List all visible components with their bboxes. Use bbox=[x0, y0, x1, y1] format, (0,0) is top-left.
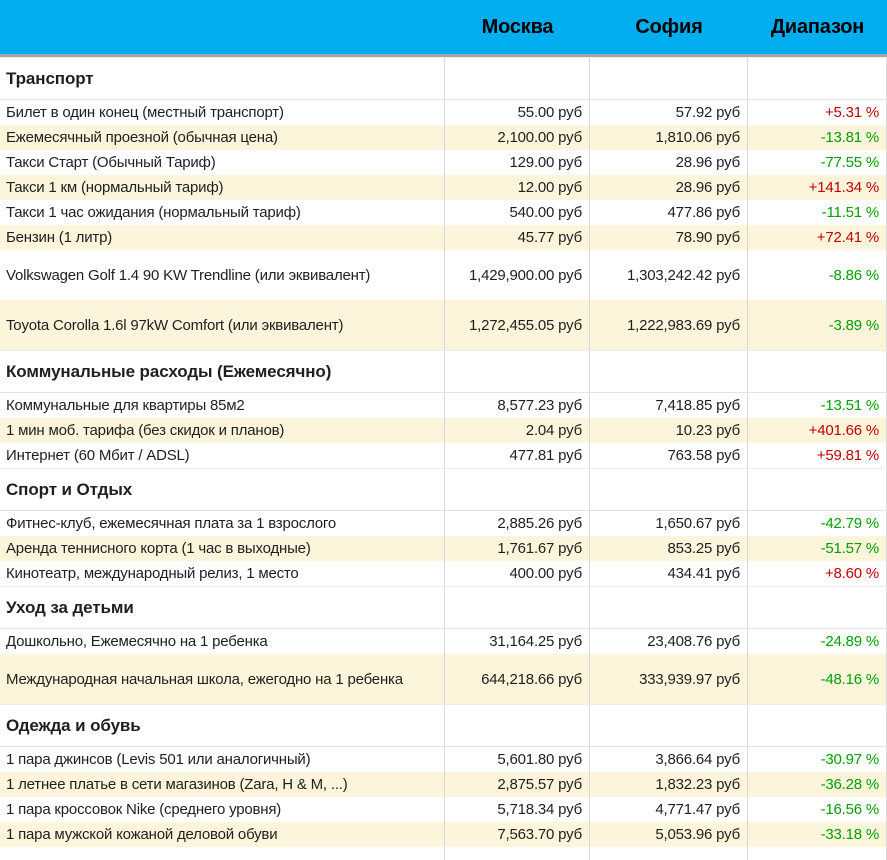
section-header-row bbox=[0, 468, 887, 511]
range-percent: -3.89 % bbox=[748, 300, 887, 350]
sofia-value: 1,222,983.69 руб bbox=[590, 300, 748, 350]
section-header-row bbox=[0, 350, 887, 393]
empty-moscow-cell bbox=[445, 469, 590, 510]
moscow-value: 31,164.25 руб bbox=[445, 629, 590, 654]
header-moscow: Москва bbox=[481, 15, 554, 38]
item-label: Дошкольно, Ежемесячно на 1 ребенка bbox=[0, 629, 445, 654]
sofia-value: 10.23 руб bbox=[590, 418, 748, 443]
sofia-value: 434.41 руб bbox=[590, 561, 748, 586]
moscow-value: 12.00 руб bbox=[445, 175, 590, 200]
item-label: Toyota Corolla 1.6l 97kW Comfort (или эквивалент) bbox=[0, 300, 445, 350]
sofia-value: 477.86 руб bbox=[590, 200, 748, 225]
table-header bbox=[0, 0, 887, 57]
empty-range-cell bbox=[748, 351, 887, 392]
empty-sofia-cell bbox=[590, 351, 748, 392]
table-row bbox=[0, 536, 887, 561]
range-percent: -36.28 % bbox=[748, 772, 887, 797]
moscow-value: 2.04 руб bbox=[445, 418, 590, 443]
moscow-value: 2,885.26 руб bbox=[445, 511, 590, 536]
range-percent: -51.57 % bbox=[748, 536, 887, 561]
moscow-value: 400.00 руб bbox=[445, 561, 590, 586]
sofia-value: 78.90 руб bbox=[590, 225, 748, 250]
range-percent: +401.66 % bbox=[748, 418, 887, 443]
item-label bbox=[0, 847, 445, 860]
empty-range-cell bbox=[748, 469, 887, 510]
sofia-value: 7,418.85 руб bbox=[590, 393, 748, 418]
empty-sofia-cell bbox=[590, 469, 748, 510]
table-row bbox=[0, 772, 887, 797]
item-label: 1 пара джинсов (Levis 501 или аналогичный) bbox=[0, 747, 445, 772]
section-title: Уход за детьми bbox=[0, 587, 445, 628]
table-row bbox=[0, 747, 887, 772]
sofia-value: 57.92 руб bbox=[590, 100, 748, 125]
sofia-value: 1,303,242.42 руб bbox=[590, 250, 748, 300]
empty-sofia-cell bbox=[590, 705, 748, 746]
section-title: Одежда и обувь bbox=[0, 705, 445, 746]
empty-range-cell bbox=[748, 587, 887, 628]
moscow-value: 129.00 руб bbox=[445, 150, 590, 175]
range-percent: -33.18 % bbox=[748, 822, 887, 847]
range-percent: -11.51 % bbox=[748, 200, 887, 225]
sofia-value: 333,939.97 руб bbox=[590, 654, 748, 704]
sofia-value: 4,771.47 руб bbox=[590, 797, 748, 822]
moscow-value: 2,875.57 руб bbox=[445, 772, 590, 797]
range-percent: +59.81 % bbox=[748, 443, 887, 468]
range-percent: -48.16 % bbox=[748, 654, 887, 704]
table-row bbox=[0, 393, 887, 418]
item-label: Такси 1 км (нормальный тариф) bbox=[0, 175, 445, 200]
sofia-value: 5,053.96 руб bbox=[590, 822, 748, 847]
table-row bbox=[0, 629, 887, 654]
table-row bbox=[0, 175, 887, 200]
range-percent: -13.81 % bbox=[748, 125, 887, 150]
item-label: Билет в один конец (местный транспорт) bbox=[0, 100, 445, 125]
empty-sofia-cell bbox=[590, 587, 748, 628]
item-label: Бензин (1 литр) bbox=[0, 225, 445, 250]
table-row bbox=[0, 125, 887, 150]
sofia-value bbox=[590, 847, 748, 860]
range-percent: -24.89 % bbox=[748, 629, 887, 654]
table-row bbox=[0, 511, 887, 536]
moscow-value: 540.00 руб bbox=[445, 200, 590, 225]
range-percent: -42.79 % bbox=[748, 511, 887, 536]
table-row bbox=[0, 654, 887, 704]
range-percent: -13.51 % bbox=[748, 393, 887, 418]
empty-range-cell bbox=[748, 705, 887, 746]
range-percent: +8.60 % bbox=[748, 561, 887, 586]
sofia-value: 1,810.06 руб bbox=[590, 125, 748, 150]
item-label: Международная начальная школа, ежегодно на 1 ребенка bbox=[0, 654, 445, 704]
range-percent: -30.97 % bbox=[748, 747, 887, 772]
item-label: Фитнес-клуб, ежемесячная плата за 1 взрослого bbox=[0, 511, 445, 536]
item-label: Кинотеатр, международный релиз, 1 место bbox=[0, 561, 445, 586]
sofia-value: 1,650.67 руб bbox=[590, 511, 748, 536]
range-percent: +5.31 % bbox=[748, 100, 887, 125]
range-percent: +141.34 % bbox=[748, 175, 887, 200]
section-title: Коммунальные расходы (Ежемесячно) bbox=[0, 351, 445, 392]
item-label: Ежемесячный проезной (обычная цена) bbox=[0, 125, 445, 150]
moscow-value: 477.81 руб bbox=[445, 443, 590, 468]
table-row bbox=[0, 443, 887, 468]
moscow-value: 644,218.66 руб bbox=[445, 654, 590, 704]
table-row bbox=[0, 300, 887, 350]
item-label: Интернет (60 Мбит / ADSL) bbox=[0, 443, 445, 468]
sofia-value: 23,408.76 руб bbox=[590, 629, 748, 654]
empty-range-cell bbox=[748, 58, 887, 99]
empty-sofia-cell bbox=[590, 58, 748, 99]
table-row bbox=[0, 100, 887, 125]
item-label: 1 пара кроссовок Nike (среднего уровня) bbox=[0, 797, 445, 822]
range-percent: -77.55 % bbox=[748, 150, 887, 175]
item-label: 1 пара мужской кожаной деловой обуви bbox=[0, 822, 445, 847]
item-label: 1 мин моб. тарифа (без скидок и планов) bbox=[0, 418, 445, 443]
item-label: Volkswagen Golf 1.4 90 KW Trendline (или эквивалент) bbox=[0, 250, 445, 300]
moscow-value: 1,429,900.00 руб bbox=[445, 250, 590, 300]
moscow-value: 8,577.23 руб bbox=[445, 393, 590, 418]
section-header-row bbox=[0, 57, 887, 100]
header-sofia: София bbox=[635, 15, 703, 38]
table-row bbox=[0, 200, 887, 225]
range-percent: +72.41 % bbox=[748, 225, 887, 250]
moscow-value bbox=[445, 847, 590, 860]
section-title: Транспорт bbox=[0, 58, 445, 99]
moscow-value: 55.00 руб bbox=[445, 100, 590, 125]
header-range: Диапазон bbox=[770, 15, 865, 38]
empty-moscow-cell bbox=[445, 587, 590, 628]
sofia-value: 1,832.23 руб bbox=[590, 772, 748, 797]
section-header-row bbox=[0, 704, 887, 747]
moscow-value: 1,272,455.05 руб bbox=[445, 300, 590, 350]
table-row bbox=[0, 797, 887, 822]
empty-moscow-cell bbox=[445, 58, 590, 99]
table-row bbox=[0, 225, 887, 250]
empty-moscow-cell bbox=[445, 705, 590, 746]
sofia-value: 3,866.64 руб bbox=[590, 747, 748, 772]
section-header-row bbox=[0, 586, 887, 629]
table-row bbox=[0, 561, 887, 586]
moscow-value: 1,761.67 руб bbox=[445, 536, 590, 561]
range-percent bbox=[748, 847, 887, 860]
item-label: 1 летнее платье в сети магазинов (Zara, H & M, ...) bbox=[0, 772, 445, 797]
range-percent: -16.56 % bbox=[748, 797, 887, 822]
range-percent: -8.86 % bbox=[748, 250, 887, 300]
table-row bbox=[0, 250, 887, 300]
moscow-value: 5,601.80 руб bbox=[445, 747, 590, 772]
moscow-value: 2,100.00 руб bbox=[445, 125, 590, 150]
item-label: Такси Старт (Обычный Тариф) bbox=[0, 150, 445, 175]
sofia-value: 763.58 руб bbox=[590, 443, 748, 468]
item-label: Такси 1 час ожидания (нормальный тариф) bbox=[0, 200, 445, 225]
table-row bbox=[0, 150, 887, 175]
table-row bbox=[0, 822, 887, 847]
comparison-table-body bbox=[0, 57, 887, 860]
moscow-value: 5,718.34 руб bbox=[445, 797, 590, 822]
item-label: Коммунальные для квартиры 85м2 bbox=[0, 393, 445, 418]
sofia-value: 28.96 руб bbox=[590, 175, 748, 200]
sofia-value: 853.25 руб bbox=[590, 536, 748, 561]
moscow-value: 7,563.70 руб bbox=[445, 822, 590, 847]
table-row bbox=[0, 418, 887, 443]
partial-row bbox=[0, 847, 887, 860]
sofia-value: 28.96 руб bbox=[590, 150, 748, 175]
item-label: Аренда теннисного корта (1 час в выходные) bbox=[0, 536, 445, 561]
moscow-value: 45.77 руб bbox=[445, 225, 590, 250]
section-title: Спорт и Отдых bbox=[0, 469, 445, 510]
empty-moscow-cell bbox=[445, 351, 590, 392]
